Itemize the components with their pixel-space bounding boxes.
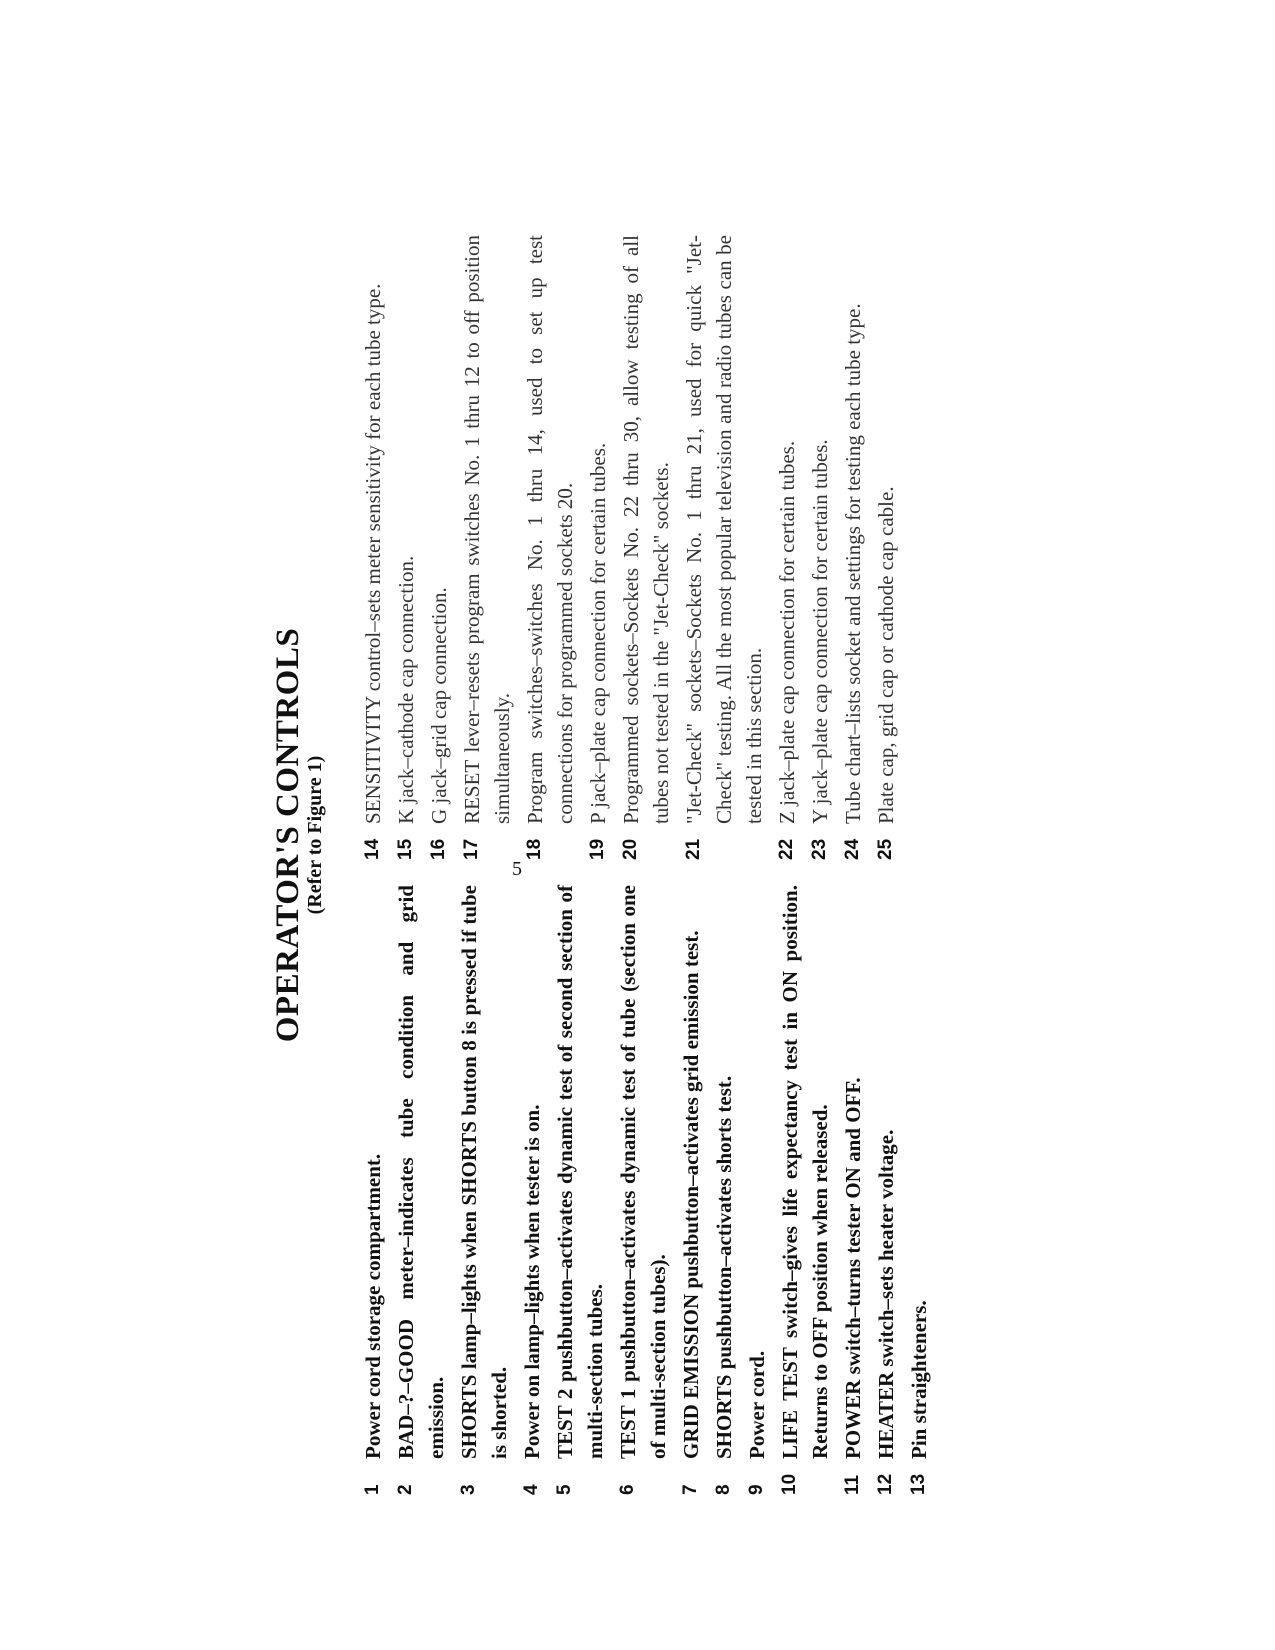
list-item (517, 885, 547, 1495)
item-description: SHORTS pushbutton–activates shorts test. (712, 1075, 736, 1459)
item-description: HEATER switch–sets heater voltage. (874, 1129, 898, 1459)
item-number: 22 (776, 838, 797, 860)
list-item (358, 885, 388, 1495)
list-item (613, 885, 673, 1495)
item-number: 5 (554, 1484, 575, 1495)
item-description: Tube chart–lists socket and settings for testing each tube type. (841, 303, 865, 824)
rotated-page-content (260, 155, 940, 1515)
list-item (520, 235, 580, 860)
list-item (772, 235, 802, 860)
item-description: Z jack–plate cap connection for certain tubes. (775, 440, 799, 824)
item-number: 1 (362, 1484, 383, 1495)
item-description: Program switches–switches No. 1 thru 14, used to set up test connections for programmed sockets 20. (523, 235, 577, 824)
list-item (550, 885, 610, 1495)
list-item (871, 885, 901, 1495)
item-number: 10 (779, 1473, 800, 1495)
list-item (457, 235, 517, 860)
item-number: 9 (746, 1484, 767, 1495)
item-number: 14 (362, 838, 383, 860)
list-item (454, 885, 514, 1495)
list-item (616, 235, 676, 860)
list-item (805, 235, 835, 860)
list-item (424, 235, 454, 860)
item-description: Power cord storage compartment. (361, 1153, 385, 1459)
page-title: OPERATOR'S CONTROLS (270, 627, 306, 1043)
item-number: 20 (620, 838, 641, 860)
list-item (391, 235, 421, 860)
item-description: G jack–grid cap connection. (427, 587, 451, 824)
list-item (742, 885, 772, 1495)
item-number: 19 (587, 838, 608, 860)
item-number: 13 (908, 1473, 929, 1495)
item-description: TEST 2 pushbutton–activates dynamic test of second section of multi-section tubes. (553, 885, 607, 1459)
list-item (838, 885, 868, 1495)
list-item (676, 885, 706, 1495)
item-description: Pin straighteners. (907, 1300, 931, 1459)
item-description: BAD–?–GOOD meter–indicates tube condition and grid emission. (394, 885, 448, 1459)
item-number: 6 (617, 1484, 638, 1495)
item-number: 17 (461, 838, 482, 860)
item-description: K jack–cathode cap connection. (394, 555, 418, 824)
item-description: SENSITIVITY control–sets meter sensitivity for each tube type. (361, 283, 385, 824)
item-number: 18 (524, 838, 545, 860)
list-item (871, 235, 901, 860)
item-number: 23 (809, 838, 830, 860)
controls-list-right (358, 235, 904, 860)
list-item (358, 235, 388, 860)
list-item (775, 885, 835, 1495)
item-description: Programmed sockets–Sockets No. 22 thru 30, allow testing of all tubes not tested in the "Jet-Check" sockets. (619, 235, 673, 824)
item-description: Power on lamp–lights when tester is on. (520, 1104, 544, 1459)
item-description: Plate cap, grid cap or cathode cap cable. (874, 486, 898, 824)
item-description: TEST 1 pushbutton–activates dynamic test of tube (section one of multi-section tubes). (616, 885, 670, 1459)
item-description: SHORTS lamp–lights when SHORTS button 8 is pressed if tube is shorted. (457, 885, 511, 1459)
item-description: LIFE TEST switch–gives life expectancy test in ON position. Returns to OFF position when released. (778, 885, 832, 1459)
item-description: POWER switch–turns tester ON and OFF. (841, 1077, 865, 1459)
list-item (904, 885, 934, 1495)
list-item (838, 235, 868, 860)
item-description: Power cord. (745, 1350, 769, 1459)
list-item (583, 235, 613, 860)
item-number: 12 (875, 1473, 896, 1495)
item-number: 11 (842, 1474, 863, 1495)
item-number: 8 (713, 1484, 734, 1495)
item-description: GRID EMISSION pushbutton–activates grid emission test. (679, 930, 703, 1459)
item-description: RESET lever–resets program switches No. 1 thru 12 to off position simultaneously. (460, 235, 514, 824)
item-number: 25 (875, 838, 896, 860)
item-description: P jack–plate cap connection for certain tubes. (586, 442, 610, 824)
item-description: "Jet-Check" sockets–Sockets No. 1 thru 21, used for quick "Jet-Check" testing. All the most popular television and radio tubes can be tested in this section. (682, 235, 766, 824)
item-number: 4 (521, 1484, 542, 1495)
list-item (679, 235, 769, 860)
item-description: Y jack–plate cap connection for certain tubes. (808, 439, 832, 824)
item-number: 21 (683, 838, 704, 860)
controls-list-left (358, 885, 937, 1495)
list-item (391, 885, 451, 1495)
list-item (709, 885, 739, 1495)
item-number: 24 (842, 838, 863, 860)
item-number: 15 (395, 838, 416, 860)
item-number: 16 (428, 838, 449, 860)
page-subtitle: (Refer to Figure 1) (304, 755, 326, 915)
item-number: 3 (458, 1484, 479, 1495)
page-number: 5 (512, 858, 522, 880)
item-number: 2 (395, 1484, 416, 1495)
item-number: 7 (680, 1484, 701, 1495)
